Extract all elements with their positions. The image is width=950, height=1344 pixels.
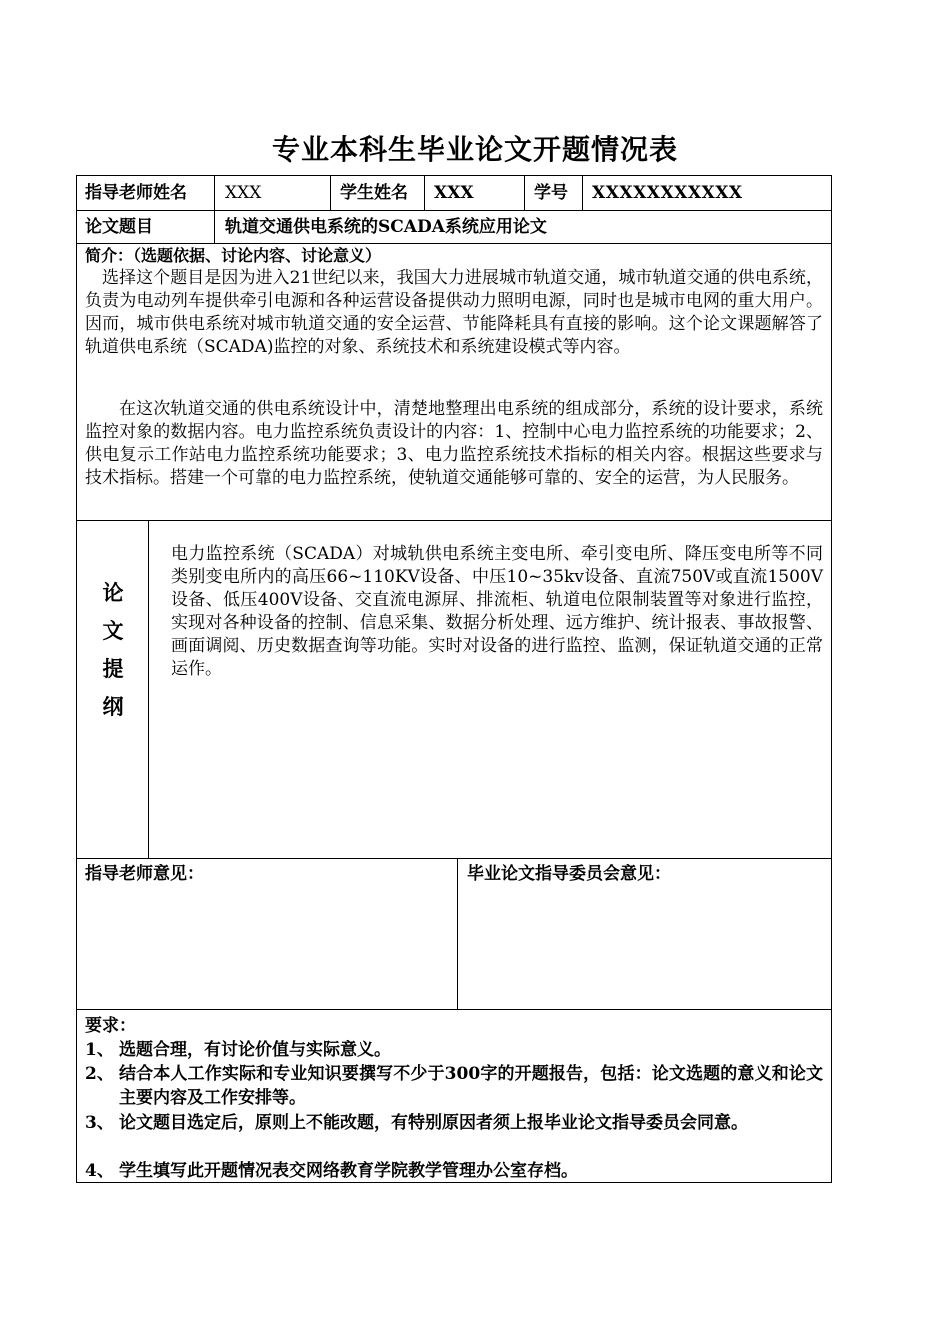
requirement-text: 选题合理，有讨论价值与实际意义。 — [119, 1040, 391, 1060]
requirement-item — [85, 1038, 823, 1062]
col-divider — [524, 176, 525, 210]
form-table — [76, 175, 832, 1183]
committee-opinion-label: 毕业论文指导委员会意见： — [467, 864, 671, 884]
col-divider — [457, 858, 458, 1009]
outline-label-char: 纲 — [102, 694, 124, 719]
advisor-name-value: XXX — [225, 183, 262, 203]
requirements-heading: 要求： — [85, 1016, 136, 1036]
advisor-name-label: 指导老师姓名 — [85, 183, 187, 203]
topic-value: 轨道交通供电系统的SCADA系统应用论文 — [225, 217, 547, 237]
requirement-text: 学生填写此开题情况表交网络教育学院教学管理办公室存档。 — [119, 1161, 578, 1181]
col-divider — [424, 176, 425, 210]
student-name-value: XXX — [434, 183, 474, 203]
requirement-number: 1、 — [85, 1040, 114, 1060]
requirement-text: 结合本人工作实际和专业知识要撰写不少于300字的开题报告，包括：论文选题的意义和论文主要内容及工作安排等。 — [119, 1064, 823, 1108]
requirement-number: 2、 — [85, 1064, 114, 1084]
row-divider — [77, 243, 831, 244]
outline-content: 电力监控系统（SCADA）对城轨供电系统主变电所、牵引变电所、降压变电所等不同类别变电所内的高压66~110KV设备、中压10~35kv设备、直流750V或直流1500V设备、低压400V设备、交直流电源屏、排流柜、轨道电位限制装置等对象进行监控，实现对各种设备的控制、信息采集、数据分析处理、远方维护、统计报表、事故报警、画面调阅、历史数据查询等功能。实时对设备的进行监控、监测，保证轨道交通的正常运作。 — [171, 544, 823, 679]
outline-label — [77, 574, 149, 726]
intro-paragraph-1: 选择这个题目是因为进入21世纪以来，我国大力进展城市轨道交通，城市轨道交通的供电系统，负责为电动列车提供牵引电源和各种运营设备提供动力照明电源，同时也是城市电网的重大用户。因而，城市供电系统对城市轨道交通的安全运营、节能降耗具有直接的影响。这个论文课题解答了轨道供电系统（SCADA)监控的对象、系统技术和系统建设模式等内容。 — [85, 268, 823, 357]
requirement-item — [85, 1111, 823, 1159]
intro-paragraph-2: 在这次轨道交通的供电系统设计中，清楚地整理出电系统的组成部分，系统的设计要求，系统监控对象的数据内容。电力监控系统负责设计的内容：1、控制中心电力监控系统的功能要求；2、供电复示工作站电力监控系统功能要求；3、电力监控系统技术指标的相关内容。根据这些要求与技术指标。搭建一个可靠的电力监控系统，使轨道交通能够可靠的、安全的运营，为人民服务。 — [85, 399, 823, 488]
col-divider — [582, 176, 583, 210]
outline-label-char: 提 — [102, 656, 124, 681]
topic-label: 论文题目 — [85, 217, 153, 237]
row-divider — [77, 520, 831, 521]
col-divider — [330, 176, 331, 210]
requirement-item — [85, 1159, 823, 1183]
row-divider — [77, 210, 831, 211]
requirement-item — [85, 1062, 823, 1110]
student-id-value: XXXXXXXXXXX — [592, 183, 743, 203]
requirement-number: 4、 — [85, 1161, 114, 1181]
row-divider — [77, 858, 831, 859]
student-id-label: 学号 — [534, 183, 568, 203]
page-title: 专业本科生毕业论文开题情况表 — [271, 133, 678, 166]
student-name-label: 学生姓名 — [340, 183, 408, 203]
requirement-text: 论文题目选定后，原则上不能改题，有特别原因者须上报毕业论文指导委员会同意。 — [119, 1113, 748, 1133]
requirement-number: 3、 — [85, 1113, 114, 1133]
col-divider — [214, 176, 215, 243]
outline-label-char: 文 — [102, 618, 124, 643]
row-divider — [77, 1009, 831, 1010]
advisor-opinion-label: 指导老师意见： — [85, 864, 204, 884]
outline-label-char: 论 — [102, 580, 124, 605]
intro-heading: 简介：（选题依据、讨论内容、讨论意义） — [85, 246, 382, 265]
